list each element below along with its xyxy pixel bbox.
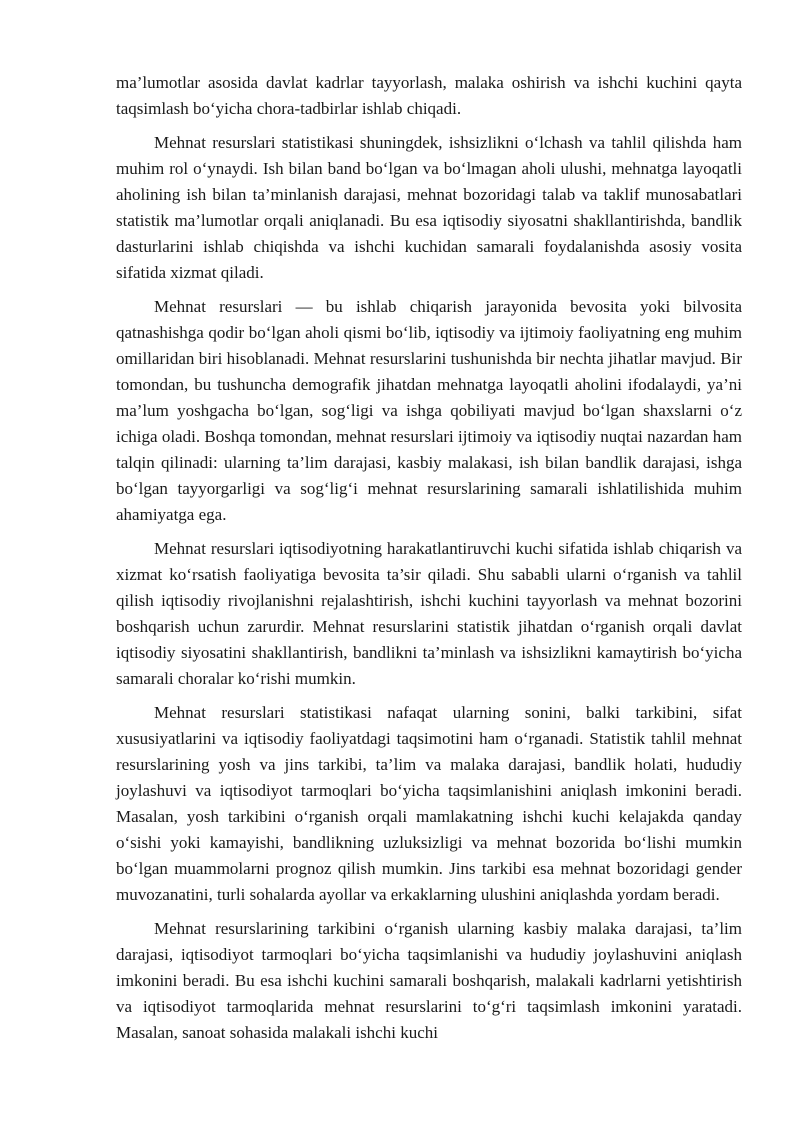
- paragraph-5: Mehnat resurslari statistikasi nafaqat ularning sonini, balki tarkibini, sifat xususiyatlarini va iqtisodiy faoliyatdagi taqsimotini ham o‘rganadi. Statistik tahlil mehnat resurslarining yosh va jins tarkibi, ta’lim va malaka darajasi, bandlik holati, hududiy joylashuvi va iqtisodiyot tarmoqlari bo‘yicha taqsimlanishini aniqlash imkonini beradi. Masalan, yosh tarkibini o‘rganish orqali mamlakatning ishchi kuchi kelajakda qanday o‘sishi yoki kamayishi, bandlikning uzluksizligi va mehnat bozorida bo‘lishi mumkin bo‘lgan muammolarni prognoz qilish mumkin. Jins tarkibi esa mehnat bozoridagi gender muvozanatini, turli sohalarda ayollar va erkaklarning ulushini aniqlashda yordam beradi.: [116, 703, 742, 904]
- document-page: [116, 70, 742, 1054]
- paragraph-6: Mehnat resurslarining tarkibini o‘rganish ularning kasbiy malaka darajasi, ta’lim darajasi, iqtisodiyot tarmoqlari bo‘yicha taqsimlanishi va hududiy joylashuvini aniqlash imkonini beradi. Bu esa ishchi kuchini samarali boshqarish, malakali kadrlarni yetishtirish va iqtisodiyot tarmoqlarida mehnat resurslarini to‘g‘ri taqsimlash imkonini yaratadi. Masalan, sanoat sohasida malakali ishchi kuchi: [116, 919, 742, 1042]
- paragraph-4: Mehnat resurslari iqtisodiyotning harakatlantiruvchi kuchi sifatida ishlab chiqarish va xizmat ko‘rsatish faoliyatiga bevosita ta’sir qiladi. Shu sababli ularni o‘rganish va tahlil qilish iqtisodiy rivojlanishni rejalashtirish, ishchi kuchini tayyorlash va mehnat bozorini boshqarish uchun zarurdir. Mehnat resurslarini statistik jihatdan o‘rganish orqali davlat iqtisodiy siyosatini shakllantirish, bandlikni ta’minlash va ishsizlikni kamaytirish bo‘yicha samarali choralar ko‘rishi mumkin.: [116, 539, 742, 688]
- paragraph-3: Mehnat resurslari — bu ishlab chiqarish jarayonida bevosita yoki bilvosita qatnashishga qodir bo‘lgan aholi qismi bo‘lib, iqtisodiy va ijtimoiy faoliyatning eng muhim omillaridan biri hisoblanadi. Mehnat resurslarini tushunishda bir nechta jihatlar mavjud. Bir tomondan, bu tushuncha demografik jihatdan mehnatga layoqatli aholini ifodalaydi, ya’ni ma’lum yoshgacha bo‘lgan, sog‘ligi va ishga qobiliyati mavjud bo‘lgan shaxslarni o‘z ichiga oladi. Boshqa tomondan, mehnat resurslari ijtimoiy va iqtisodiy nuqtai nazardan ham talqin qilinadi: ularning ta’lim darajasi, kasbiy malakasi, ish bilan bandlik darajasi, ishga bo‘lgan tayyorgarligi va sog‘lig‘i mehnat resurslarining samarali ishlatilishida muhim ahamiyatga ega.: [116, 297, 742, 524]
- paragraph-1: ma’lumotlar asosida davlat kadrlar tayyorlash, malaka oshirish va ishchi kuchini qayta taqsimlash bo‘yicha chora-tadbirlar ishlab chiqadi.: [116, 73, 742, 118]
- paragraph-2: Mehnat resurslari statistikasi shuningdek, ishsizlikni o‘lchash va tahlil qilishda ham muhim rol o‘ynaydi. Ish bilan band bo‘lgan va bo‘lmagan aholi ulushi, mehnatga layoqatli aholining ish bilan ta’minlanish darajasi, mehnat bozoridagi talab va taklif munosabatlari statistik ma’lumotlar orqali aniqlanadi. Bu esa iqtisodiy siyosatni shakllantirishda, bandlik dasturlarini ishlab chiqishda va ishchi kuchidan samarali foydalanishda asosiy vosita sifatida xizmat qiladi.: [116, 133, 742, 282]
